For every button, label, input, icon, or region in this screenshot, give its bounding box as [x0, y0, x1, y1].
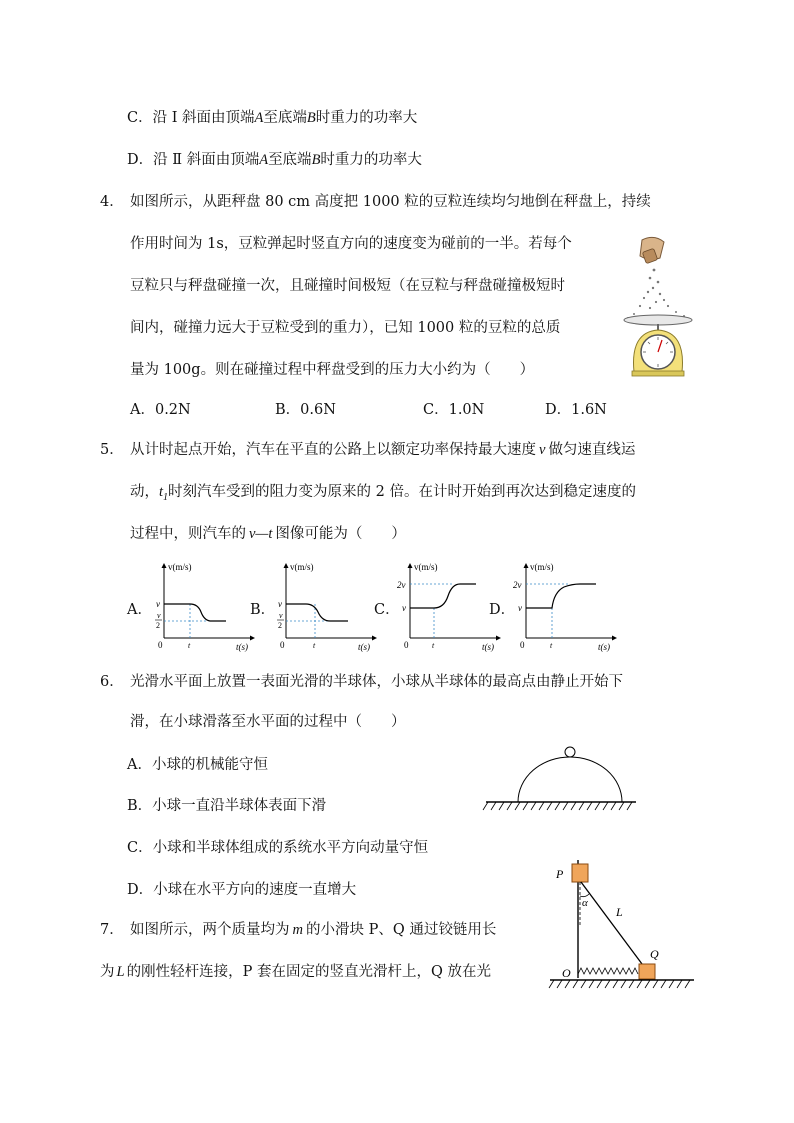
- graph-b-t1: t: [313, 641, 316, 650]
- q3-option-c: C．沿 Ⅰ 斜面由顶端A至底端B时重力的功率大: [127, 110, 418, 126]
- q6-number: 6．: [100, 674, 124, 690]
- q4-line-3: 豆粒只与秤盘碰撞一次，且碰撞时间极短（在豆粒与秤盘碰撞极短时: [130, 278, 565, 294]
- graph-label-c: C．: [374, 602, 400, 618]
- graph-d-2v: 2v: [513, 580, 522, 590]
- label-q: Q: [650, 947, 659, 961]
- graph-d-v: v: [518, 603, 522, 613]
- q7-line-1: 如图所示，两个质量均为 m 的小滑块 P、Q 通过铰链用长: [130, 922, 497, 938]
- q4-option-c: C．1.0N: [423, 402, 485, 418]
- graph-c-t1: t: [432, 641, 435, 650]
- graph-c-v: v: [402, 603, 406, 613]
- q7-line-2: 为 L 的刚性轻杆连接，P 套在固定的竖直光滑杆上，Q 放在光: [100, 964, 491, 980]
- graph-b-xlabel: t(s): [358, 642, 370, 652]
- graph-c-origin: 0: [404, 640, 409, 650]
- graph-b-vhalf-num: v: [279, 611, 283, 620]
- graph-b-v: v: [278, 599, 282, 609]
- q3-option-d: D．沿 Ⅱ 斜面由顶端A至底端B时重力的功率大: [127, 152, 422, 168]
- graph-a-origin: 0: [158, 640, 163, 650]
- graph-d-t1: t: [550, 641, 553, 650]
- graph-d-xlabel: t(s): [598, 642, 610, 652]
- graph-b-ylabel: v(m/s): [290, 562, 314, 572]
- q6-option-c: C．小球和半球体组成的系统水平方向动量守恒: [127, 840, 429, 856]
- graph-label-a: A．: [127, 602, 152, 618]
- graph-a-vhalf-den: 2: [156, 621, 160, 630]
- q4-line-5: 量为 100g。则在碰撞过程中秤盘受到的压力大小约为（ ）: [130, 362, 535, 378]
- graph-a-ylabel: v(m/s): [168, 562, 192, 572]
- q6-option-d: D．小球在水平方向的速度一直增大: [127, 882, 357, 898]
- graph-c-2v: 2v: [397, 580, 406, 590]
- graph-a-v: v: [156, 599, 160, 609]
- q5-line-3: 过程中，则汽车的 v—t 图像可能为（ ）: [130, 526, 406, 542]
- label-p: P: [556, 867, 564, 881]
- graph-a-t1: t: [188, 641, 191, 650]
- q5-line-2: 动，$t_1$时刻汽车受到的阻力变为原来的 2 倍。在计时开始到再次达到稳定速度的: [130, 484, 636, 503]
- q4-option-d: D．1.6N: [545, 402, 607, 418]
- graph-a-vhalf-num: v: [157, 611, 161, 620]
- graph-c-xlabel: t(s): [482, 642, 494, 652]
- label-alpha: α: [582, 897, 588, 909]
- q6-option-b: B．小球一直沿半球体表面下滑: [127, 798, 327, 814]
- graph-b-origin: 0: [280, 640, 285, 650]
- graph-d: [508, 560, 618, 652]
- q5-number: 5．: [100, 442, 124, 458]
- hemisphere-figure: [480, 740, 640, 816]
- q6-line-1: 光滑水平面上放置一表面光滑的半球体，小球从半球体的最高点由静止开始下: [130, 674, 623, 690]
- label-l: L: [616, 905, 623, 919]
- graph-b: [268, 560, 378, 652]
- q4-line-1: 如图所示，从距秤盘 80 cm 高度把 1000 粒的豆粒连续均匀地倒在秤盘上，持续: [130, 194, 651, 210]
- q4-option-b: B．0.6N: [275, 402, 336, 418]
- q5-line-1: 从计时起点开始，汽车在平直的公路上以额定功率保持最大速度 v 做匀速直线运: [130, 442, 636, 458]
- graph-a-xlabel: t(s): [236, 642, 248, 652]
- q4-line-4: 间内，碰撞力远大于豆粒受到的重力），已知 1000 粒的豆粒的总质: [130, 320, 561, 336]
- graph-c: [392, 560, 502, 652]
- q7-number: 7．: [100, 922, 124, 938]
- slider-rod-figure: [548, 856, 698, 992]
- q6-line-2: 滑，在小球滑落至水平面的过程中（ ）: [130, 714, 406, 730]
- q4-option-a: A．0.2N: [130, 402, 191, 418]
- q4-number: 4．: [100, 194, 124, 210]
- label-o: O: [562, 966, 571, 980]
- graph-a: [146, 560, 256, 652]
- graph-c-ylabel: v(m/s): [414, 562, 438, 572]
- graph-b-vhalf-den: 2: [278, 621, 282, 630]
- graph-label-b: B．: [250, 602, 276, 618]
- q4-line-2: 作用时间为 1s，豆粒弹起时竖直方向的速度变为碰前的一半。若每个: [130, 236, 572, 252]
- scale-figure: [620, 232, 702, 380]
- graph-label-d: D．: [489, 602, 516, 618]
- q6-option-a: A．小球的机械能守恒: [127, 757, 268, 773]
- graph-d-ylabel: v(m/s): [530, 562, 554, 572]
- graph-d-origin: 0: [520, 640, 525, 650]
